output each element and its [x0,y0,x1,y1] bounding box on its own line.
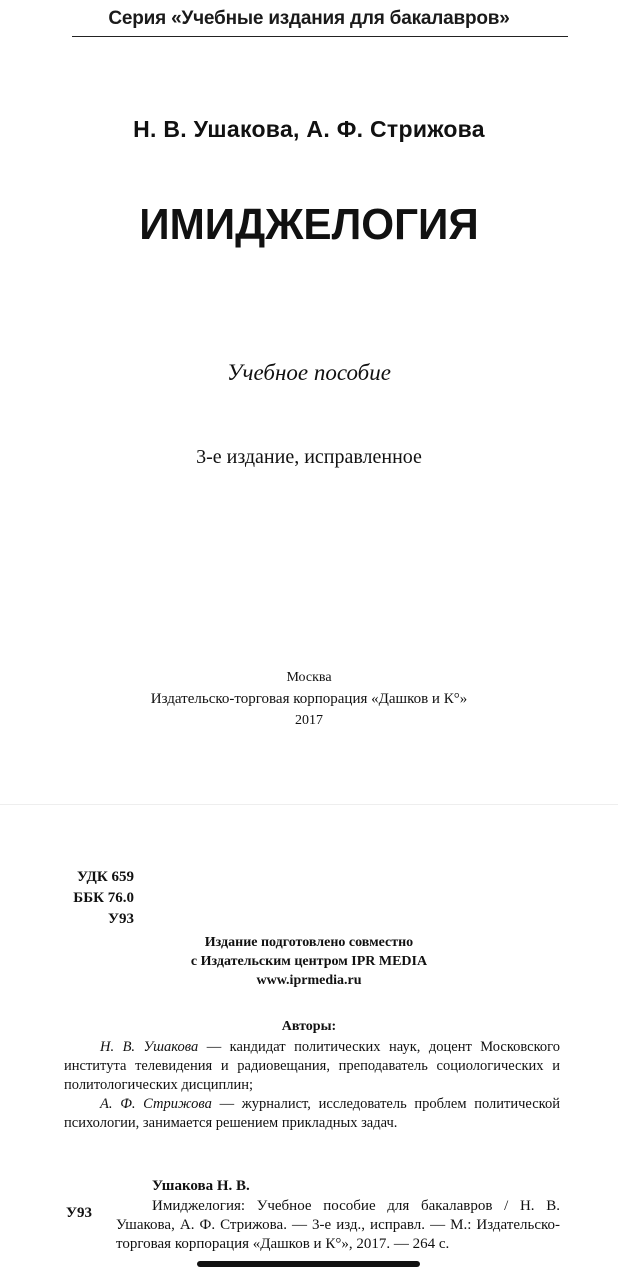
bib-author-mark: У93 [66,1205,93,1221]
author-mark: У93 [107,911,134,927]
book-title: ИМИДЖЕЛОГИЯ [139,200,479,249]
series-divider [72,36,568,37]
publisher-name: Издательско-торговая корпорация «Дашков и К°» [150,691,468,707]
author-2-name: А. Ф. Стрижова [100,1096,212,1112]
home-indicator[interactable] [197,1261,420,1267]
author-2-desc: — журналист, исследователь проблем политической психологии, занимается решением прикладных задач. [64,1096,560,1131]
bbk-code: ББК 76.0 [73,890,134,906]
bibliographic-record [116,1197,560,1254]
publication-city: Москва [286,670,332,685]
co-publisher-line-1: Издание подготовлено совместно [204,935,414,950]
edition-note: 3-е издание, исправленное [196,446,422,468]
co-publisher-line-2: с Издательским центром IPR MEDIA [190,954,428,969]
bib-author: Ушакова Н. В. [152,1178,250,1194]
author-1-name: Н. В. Ушакова [100,1039,199,1055]
co-publisher-note [0,933,618,990]
classification-codes [66,867,134,930]
author-2-entry [64,1095,560,1133]
authors-heading: Авторы: [281,1019,337,1034]
bib-text: Имиджелогия: Учебное пособие для бакалавров / Н. В. Ушакова, А. Ф. Стрижова. — 3-е изд., исправл. — М.: Издательско-торговая корпорация «Дашков и К°», 2017. — 264 с. [116,1198,560,1252]
book-subtitle: Учебное пособие [227,360,391,385]
page-divider [0,804,618,805]
publication-year: 2017 [295,713,323,728]
authors-description [64,1038,560,1133]
udc-code: УДК 659 [77,869,134,885]
book-authors: Н. В. Ушакова, А. Ф. Стрижова [133,116,485,142]
series-title: Серия «Учебные издания для бакалавров» [108,8,510,29]
co-publisher-url: www.iprmedia.ru [256,973,362,988]
author-1-desc: — кандидат политических наук, доцент Московского института телевидения и радиовещания, преподаватель социологических и политологических дисциплин; [64,1039,561,1093]
author-1-entry [64,1038,560,1095]
